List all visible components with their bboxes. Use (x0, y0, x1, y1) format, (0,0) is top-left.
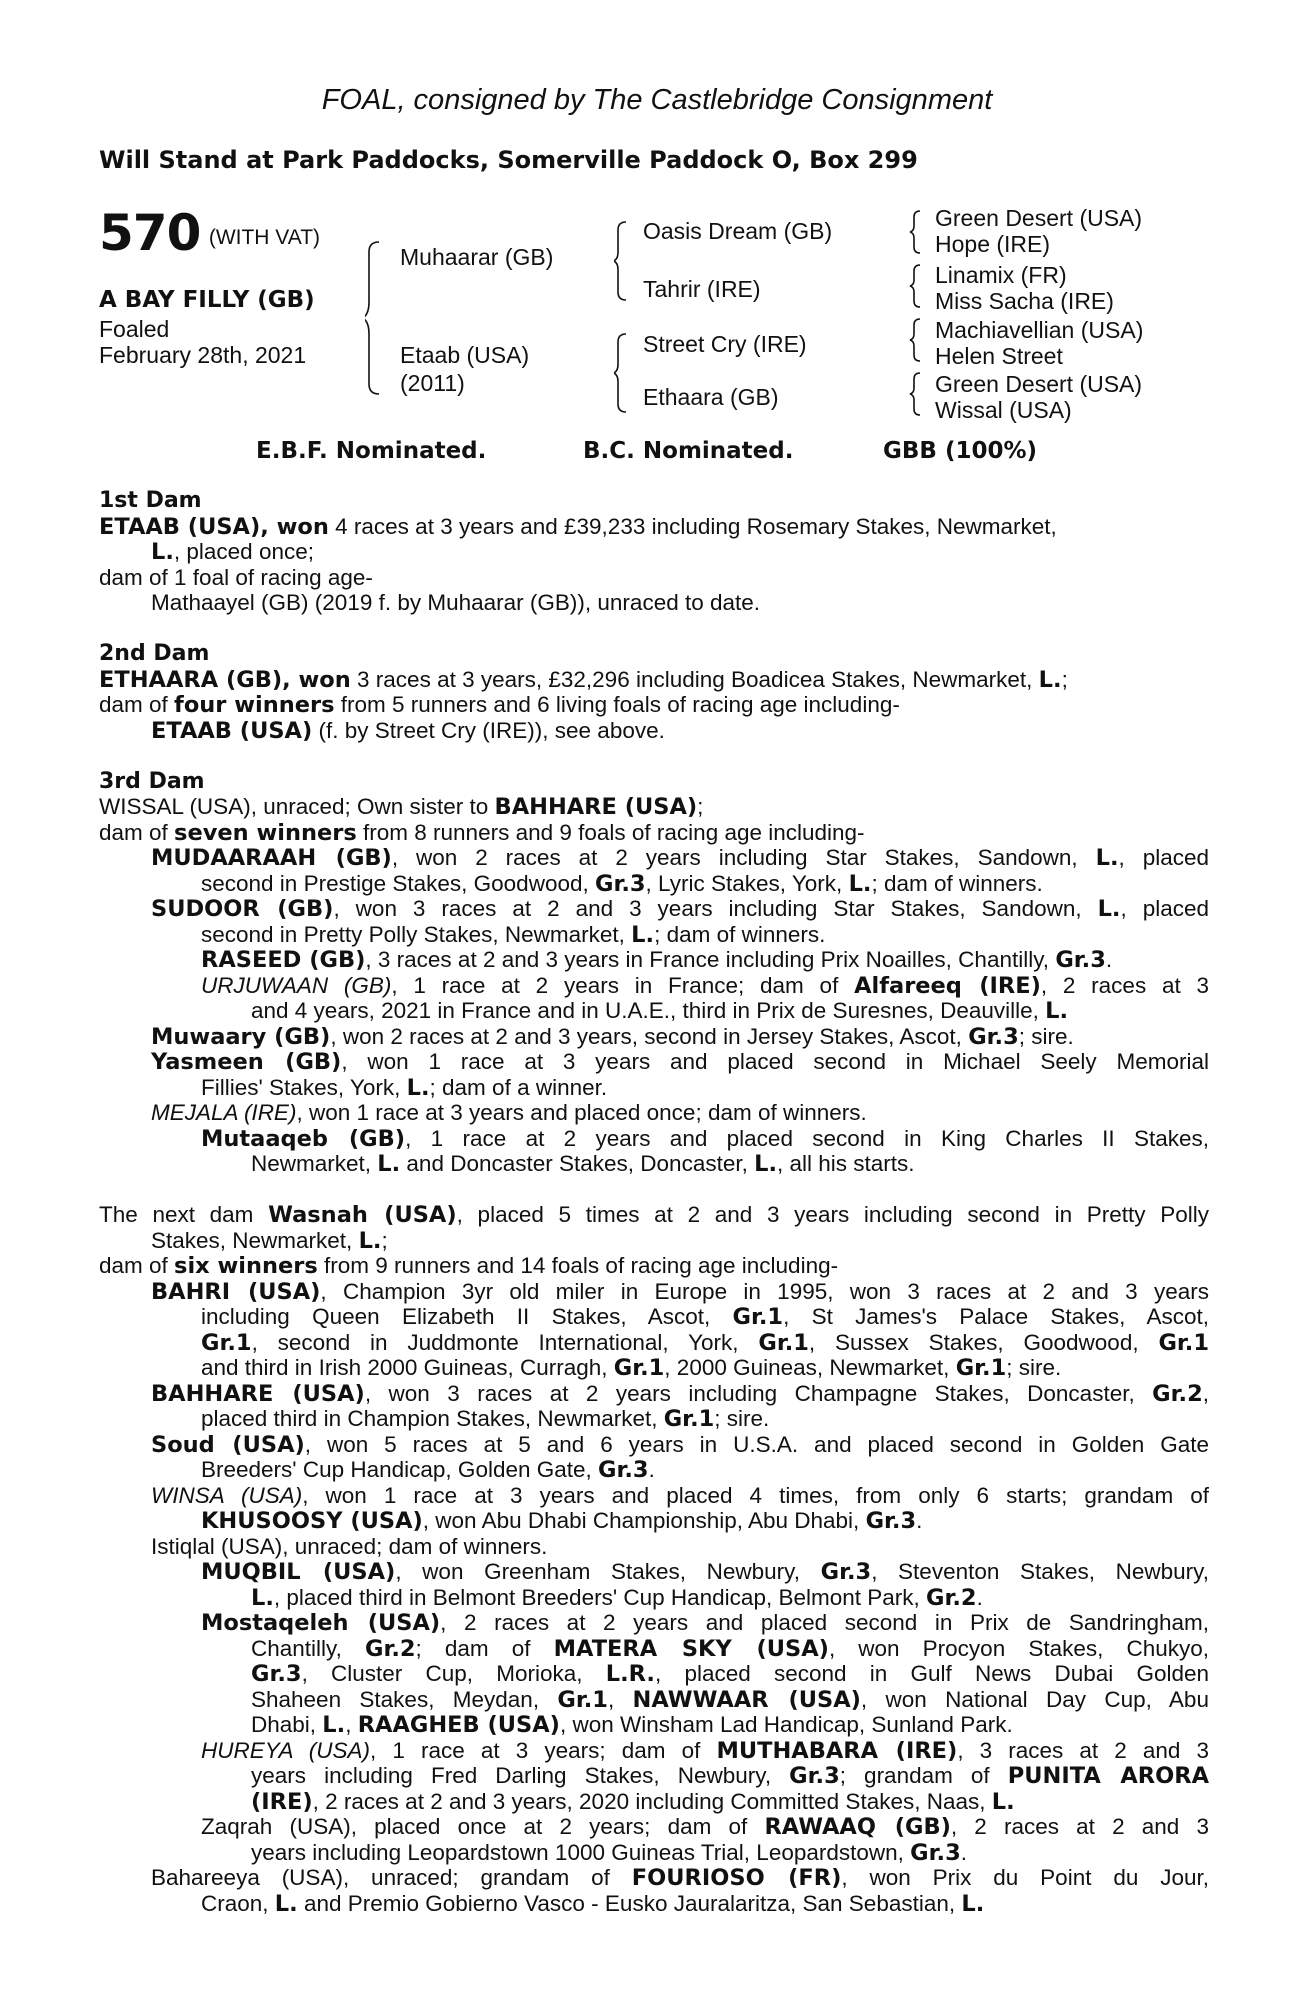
bold-text: RAWAAQ (GB) (764, 1814, 951, 1840)
pedigree-sdd: Miss Sacha (IRE) (935, 288, 1114, 314)
text-line (99, 1483, 1209, 1509)
text-run: , placed third in Belmont Breeders' Cup Handicap, Belmont Park, (273, 1584, 927, 1610)
bold-text: L. (754, 1151, 777, 1177)
bold-text: L. (1095, 845, 1119, 871)
text-run: , won Procyon Stakes, Chukyo, (828, 1635, 1209, 1661)
text-line (99, 1763, 1209, 1789)
vat-label: (WITH VAT) (208, 226, 321, 249)
text-run: and third in Irish 2000 Guineas, Curragh, (201, 1355, 614, 1380)
bold-text: Gr.1 (1158, 1329, 1209, 1356)
bold-text: Gr.1 (758, 1329, 809, 1356)
text-line (99, 539, 1209, 565)
foaled-date: February 28th, 2021 (99, 342, 307, 368)
bold-text: L. (377, 1151, 401, 1177)
text-line (99, 820, 1209, 846)
paragraph-gap (99, 743, 1209, 769)
section-heading (99, 769, 1209, 795)
text-line (99, 1381, 1209, 1407)
text-run: (f. by Street Cry (IRE)), see above. (312, 717, 665, 743)
text-run: ; sire. (714, 1406, 770, 1431)
bold-text: Gr.3 (594, 870, 646, 897)
text-run: ; grandam of (839, 1763, 1008, 1788)
text-run: The next dam (99, 1202, 269, 1227)
bold-text: L. (358, 1227, 382, 1254)
bold-text: L. (1097, 896, 1121, 922)
bold-text: Gr.3 (251, 1661, 302, 1687)
text-run: second in Pretty Polly Stakes, Newmarket, (201, 921, 632, 947)
bold-text: L. (251, 1584, 274, 1611)
pedigree-ssd: Hope (IRE) (935, 231, 1051, 257)
bold-text: MUQBIL (USA) (201, 1559, 396, 1585)
italic-text: HUREYA (USA) (201, 1737, 371, 1763)
text-run: Newmarket, (251, 1151, 378, 1176)
text-run: dam of (99, 819, 175, 845)
text-run: , placed once; (173, 539, 314, 564)
text-run: from 8 runners and 9 foals of racing age including- (356, 819, 865, 845)
bold-text: BAHRI (USA) (151, 1278, 321, 1305)
pedigree-brace-dam (614, 330, 644, 416)
text-run: Zaqrah (USA), placed once at 2 years; dam of (201, 1814, 765, 1839)
bold-text: RASEED (GB) (201, 947, 366, 973)
bold-text: Wasnah (USA) (268, 1202, 457, 1228)
text-line (99, 1304, 1209, 1330)
text-line (99, 667, 1209, 693)
text-line (99, 871, 1209, 897)
text-run: , 1 race at 2 years in France; dam of (391, 972, 855, 998)
text-line (99, 947, 1209, 973)
text-run: Fillies' Stakes, York, (201, 1074, 407, 1100)
bold-text: Gr.1 (613, 1355, 665, 1381)
bold-text: Gr.1 (732, 1304, 784, 1330)
text-run: ; (1061, 666, 1068, 692)
bold-text: 2nd Dam (99, 641, 210, 666)
text-line (99, 1610, 1209, 1636)
text-line (99, 1687, 1209, 1713)
pedigree-brace-sire (614, 218, 644, 304)
text-line (99, 1738, 1209, 1764)
bold-text: L. (274, 1890, 298, 1917)
pedigree-sds: Linamix (FR) (935, 262, 1067, 288)
pedigree-brace-ds (908, 316, 932, 364)
text-line (99, 1559, 1209, 1585)
text-line (99, 1330, 1209, 1356)
text-run: dam of (99, 692, 175, 717)
text-run: , 2 races at 2 and 3 years, 2020 including Committed Stakes, Naas, (312, 1788, 992, 1814)
text-run: , won National Day Cup, Abu (860, 1686, 1209, 1712)
bold-text: L. (151, 539, 174, 565)
text-run: and Doncaster Stakes, Doncaster, (400, 1151, 755, 1176)
text-line (99, 922, 1209, 948)
bold-text: L. (1045, 998, 1069, 1024)
text-run: and 4 years, 2021 in France and in U.A.E., third in Prix de Suresnes, Deauville, (251, 998, 1046, 1023)
text-run: dam of (99, 1253, 175, 1278)
text-run: WISSAL (USA), unraced; Own sister to (99, 794, 495, 819)
text-run: , won 3 races at 2 and 3 years including Star Stakes, Sandown, (333, 896, 1098, 921)
text-line (99, 1202, 1209, 1228)
text-line (99, 1151, 1209, 1177)
text-run: and Premio Gobierno Vasco - Eusko Jauralaritza, San Sebastian, (297, 1890, 962, 1916)
text-run: ; dam of winners. (654, 921, 826, 947)
text-run: , Cluster Cup, Morioka, (301, 1661, 606, 1686)
text-run: . (1105, 947, 1113, 972)
bold-text: Gr.2 (1152, 1380, 1203, 1407)
bold-text: Gr.1 (663, 1406, 715, 1432)
pedigree-brace-sd (908, 262, 932, 310)
bold-text: KHUSOOSY (USA) (201, 1508, 423, 1534)
pedigree-dam-year: (2011) (400, 370, 465, 396)
bold-text: Gr.3 (968, 1023, 1019, 1050)
bold-text: MUDAARAAH (GB) (151, 845, 392, 871)
text-run: , 3 races at 2 and 3 years in France including Prix Noailles, Chantilly, (365, 947, 1056, 972)
bold-text: L. (991, 1788, 1015, 1815)
text-line (99, 1100, 1209, 1126)
bold-text: Gr.2 (364, 1635, 416, 1662)
section-heading (99, 641, 1209, 667)
text-run: , 2 races at 3 (1040, 972, 1209, 998)
bold-text: L.R. (605, 1661, 655, 1687)
text-line (99, 1406, 1209, 1432)
bold-text: Soud (USA) (151, 1431, 305, 1458)
text-line (99, 1279, 1209, 1305)
text-run: from 5 runners and 6 living foals of racing age including- (334, 692, 900, 717)
text-line (99, 1432, 1209, 1458)
text-run: Istiqlal (USA), unraced; dam of winners. (151, 1533, 548, 1559)
text-line (99, 1457, 1209, 1483)
text-run: . (960, 1839, 967, 1865)
bold-text: Gr.3 (1055, 947, 1106, 973)
text-line (99, 718, 1209, 744)
bold-text: ETAAB (USA), won (99, 513, 329, 540)
text-run: Craon, (201, 1890, 275, 1916)
lot-number: 570 (99, 204, 201, 262)
text-run: including Queen Elizabeth II Stakes, Ascot, (201, 1304, 733, 1329)
text-run: dam of 1 foal of racing age- (99, 564, 373, 590)
text-run: , won 5 races at 5 and 6 years in U.S.A. and placed second in Golden Gate (304, 1431, 1209, 1457)
text-run: , 1 race at 2 years and placed second in King Charles II Stakes, (405, 1125, 1210, 1151)
text-run: , Champion 3yr old miler in Europe in 1995, won 3 races at 2 and 3 years (320, 1278, 1209, 1304)
text-line (99, 1891, 1209, 1917)
text-run: Dhabi, (251, 1712, 323, 1737)
bold-text: BAHHARE (USA) (494, 794, 698, 820)
text-line (99, 590, 1209, 616)
pedigree-sire-dam: Tahrir (IRE) (643, 276, 761, 302)
text-line (99, 896, 1209, 922)
text-run: , won Winsham Lad Handicap, Sunland Park. (559, 1712, 1013, 1737)
lot-number-block (99, 204, 320, 262)
text-run: , won Abu Dhabi Championship, Abu Dhabi, (422, 1508, 866, 1533)
bold-text: Mostaqeleh (USA) (201, 1610, 441, 1636)
text-run: , won 2 races at 2 and 3 years, second in Jersey Stakes, Ascot, (330, 1023, 969, 1049)
text-run: , won 3 races at 2 years including Champagne Stakes, Doncaster, (364, 1380, 1153, 1406)
bold-text: L. (1038, 666, 1062, 693)
text-run: Breeders' Cup Handicap, Golden Gate, (201, 1457, 599, 1482)
pedigree-dsd: Helen Street (935, 343, 1063, 369)
bold-text: Muwaary (GB) (151, 1023, 331, 1050)
bold-text: Alfareeq (IRE) (854, 972, 1041, 999)
consigner-heading: FOAL, consigned by The Castlebridge Consignment (321, 84, 993, 116)
foaled-label: Foaled (99, 316, 170, 342)
bold-text: BAHHARE (USA) (151, 1380, 365, 1407)
bold-text: seven winners (174, 819, 357, 846)
bold-text: L. (631, 921, 655, 948)
text-line (99, 845, 1209, 871)
bold-text: Yasmeen (GB) (151, 1049, 342, 1075)
text-line (99, 1661, 1209, 1687)
pedigree-notes (99, 488, 1209, 1916)
pedigree-sire-sire: Oasis Dream (GB) (643, 218, 833, 244)
text-run: 4 races at 3 years and £39,233 including Rosemary Stakes, Newmarket, (328, 513, 1057, 539)
bold-text: 1st Dam (99, 488, 202, 513)
text-line (99, 692, 1209, 718)
pedigree-dds: Green Desert (USA) (935, 371, 1143, 397)
bold-text: RAAGHEB (USA) (357, 1712, 560, 1738)
text-run: , (345, 1712, 358, 1737)
bold-text: Mutaaqeb (GB) (201, 1125, 406, 1152)
bold-text: NAWWAAR (USA) (632, 1686, 861, 1713)
text-run: . (916, 1508, 923, 1533)
text-run: , 2000 Guineas, Newmarket, (664, 1355, 956, 1380)
bold-text: Gr.3 (820, 1559, 872, 1585)
pedigree-brace-dd (908, 370, 932, 418)
bold-text: L. (406, 1074, 430, 1101)
text-run: , won Greenham Stakes, Newbury, (395, 1559, 821, 1584)
text-run: placed third in Champion Stakes, Newmarket, (201, 1406, 664, 1431)
text-run: , 2 races at 2 and 3 (950, 1814, 1209, 1839)
bold-text: ETAAB (USA) (151, 717, 313, 744)
pedigree-dss: Machiavellian (USA) (935, 317, 1144, 343)
bold-text: MATERA SKY (USA) (553, 1635, 829, 1662)
text-run: second in Prestige Stakes, Goodwood, (201, 870, 595, 896)
text-line (99, 1585, 1209, 1611)
text-run: years including Fred Darling Stakes, Newbury, (251, 1763, 790, 1788)
bold-text: SUDOOR (GB) (151, 896, 334, 922)
bold-text: ETHAARA (GB), won (99, 666, 351, 693)
paragraph-gap (99, 1177, 1209, 1203)
text-line (99, 973, 1209, 999)
text-line (99, 1024, 1209, 1050)
pedigree-dam-dam: Ethaara (GB) (643, 384, 779, 410)
text-run: ; dam of a winner. (429, 1074, 608, 1100)
text-run: , (607, 1686, 633, 1712)
text-run: , won 2 races at 2 years including Star Stakes, Sandown, (391, 845, 1096, 870)
text-line (99, 1840, 1209, 1866)
pedigree-sire: Muhaarar (GB) (400, 244, 554, 270)
text-line (99, 1534, 1209, 1560)
pedigree-ddd: Wissal (USA) (935, 397, 1072, 423)
bold-text: six winners (174, 1253, 318, 1279)
pedigree-dam: Etaab (USA) (400, 342, 530, 368)
section-heading (99, 488, 1209, 514)
bold-text: L. (322, 1712, 346, 1738)
text-run: , placed (1118, 845, 1209, 870)
text-run: , placed (1120, 896, 1210, 921)
bold-text: Gr.2 (926, 1584, 977, 1611)
text-run: , 2 races at 2 years and placed second in Prix de Sandringham, (440, 1610, 1209, 1635)
bold-text: L. (848, 870, 872, 897)
text-run: , all his starts. (777, 1151, 915, 1176)
bold-text: Gr.1 (955, 1355, 1007, 1381)
text-run: from 9 runners and 14 foals of racing age including- (317, 1253, 839, 1278)
text-line (99, 565, 1209, 591)
bold-text: (IRE) (251, 1788, 313, 1815)
text-run: ; sire. (1018, 1023, 1074, 1049)
italic-text: URJUWAAN (GB) (201, 972, 392, 998)
text-run: , (1202, 1380, 1209, 1406)
bold-text: Gr.3 (910, 1839, 961, 1866)
text-run: years including Leopardstown 1000 Guineas Trial, Leopardstown, (251, 1839, 911, 1865)
text-run: Shaheen Stakes, Meydan, (251, 1686, 558, 1712)
text-run: , 3 races at 2 and 3 (957, 1737, 1209, 1763)
text-run: , 1 race at 3 years; dam of (370, 1737, 717, 1763)
text-line (99, 1355, 1209, 1381)
text-line (99, 1075, 1209, 1101)
bold-text: MUTHABARA (IRE) (716, 1737, 958, 1764)
bold-text: Gr.3 (598, 1457, 649, 1483)
ebf-nomination: E.B.F. Nominated. (256, 438, 487, 464)
text-run: Chantilly, (251, 1635, 365, 1661)
text-line (99, 794, 1209, 820)
text-line (99, 1508, 1209, 1534)
text-run: Bahareeya (USA), unraced; grandam of (151, 1865, 632, 1890)
italic-text: WINSA (USA) (151, 1482, 303, 1508)
text-run: , won Prix du Point du Jour, (841, 1865, 1209, 1890)
italic-text: MEJALA (IRE) (151, 1100, 297, 1125)
text-run: , Steventon Stakes, Newbury, (871, 1559, 1210, 1584)
text-line (99, 1712, 1209, 1738)
text-run: ; dam of (415, 1635, 554, 1661)
text-run: , second in Juddmonte International, York, (251, 1329, 759, 1355)
text-run: , Lyric Stakes, York, (645, 870, 849, 896)
text-run: , placed 5 times at 2 and 3 years including second in Pretty Polly (456, 1202, 1209, 1227)
text-line (99, 1126, 1209, 1152)
text-line (99, 514, 1209, 540)
text-run: , won 1 race at 3 years and placed 4 times, from only 6 starts; grandam of (302, 1482, 1210, 1508)
bold-text: Gr.3 (789, 1763, 840, 1789)
bc-nomination: B.C. Nominated. (583, 438, 794, 464)
text-line (99, 1636, 1209, 1662)
pedigree-dam-sire: Street Cry (IRE) (643, 331, 807, 357)
text-run: Stakes, Newmarket, (151, 1227, 359, 1253)
bold-text: Gr.3 (865, 1508, 917, 1534)
text-run: , won 1 race at 3 years and placed once; dam of winners. (296, 1100, 867, 1125)
text-run: ; dam of winners. (871, 870, 1043, 896)
text-run: Mathaayel (GB) (2019 f. by Muhaarar (GB)), unraced to date. (151, 590, 761, 615)
text-run: . (648, 1457, 655, 1482)
text-line (99, 1253, 1209, 1279)
bold-text: four winners (174, 692, 335, 718)
text-run: . (976, 1584, 983, 1610)
text-line (99, 1228, 1209, 1254)
bold-text: FOURIOSO (FR) (631, 1865, 842, 1891)
stand-location: Will Stand at Park Paddocks, Somerville Paddock O, Box 299 (99, 146, 918, 174)
text-run: , placed second in Gulf News Dubai Golden (654, 1661, 1210, 1686)
lot-title: A BAY FILLY (GB) (99, 287, 315, 313)
text-run: ; (697, 794, 704, 819)
pedigree-brace-ss (908, 208, 932, 256)
text-run: ; sire. (1006, 1355, 1062, 1380)
pedigree-sss: Green Desert (USA) (935, 205, 1143, 231)
text-line (99, 998, 1209, 1024)
text-run: ; (381, 1227, 388, 1253)
gbb-status: GBB (100%) (883, 438, 1038, 464)
text-run: , won 1 race at 3 years and placed second in Michael Seely Memorial (341, 1049, 1209, 1074)
text-run: , St James's Palace Stakes, Ascot, (783, 1304, 1209, 1329)
text-line (99, 1789, 1209, 1815)
text-line (99, 1865, 1209, 1891)
bold-text: Gr.1 (557, 1686, 608, 1713)
text-line (99, 1814, 1209, 1840)
text-run: 3 races at 3 years, £32,296 including Boadicea Stakes, Newmarket, (350, 666, 1039, 692)
pedigree-brace-main (365, 238, 395, 398)
bold-text: PUNITA ARORA (1007, 1763, 1209, 1789)
bold-text: 3rd Dam (99, 768, 205, 794)
bold-text: L. (961, 1890, 985, 1917)
text-run: , Sussex Stakes, Goodwood, (808, 1329, 1159, 1355)
paragraph-gap (99, 616, 1209, 642)
bold-text: Gr.1 (201, 1329, 252, 1356)
text-line (99, 1049, 1209, 1075)
